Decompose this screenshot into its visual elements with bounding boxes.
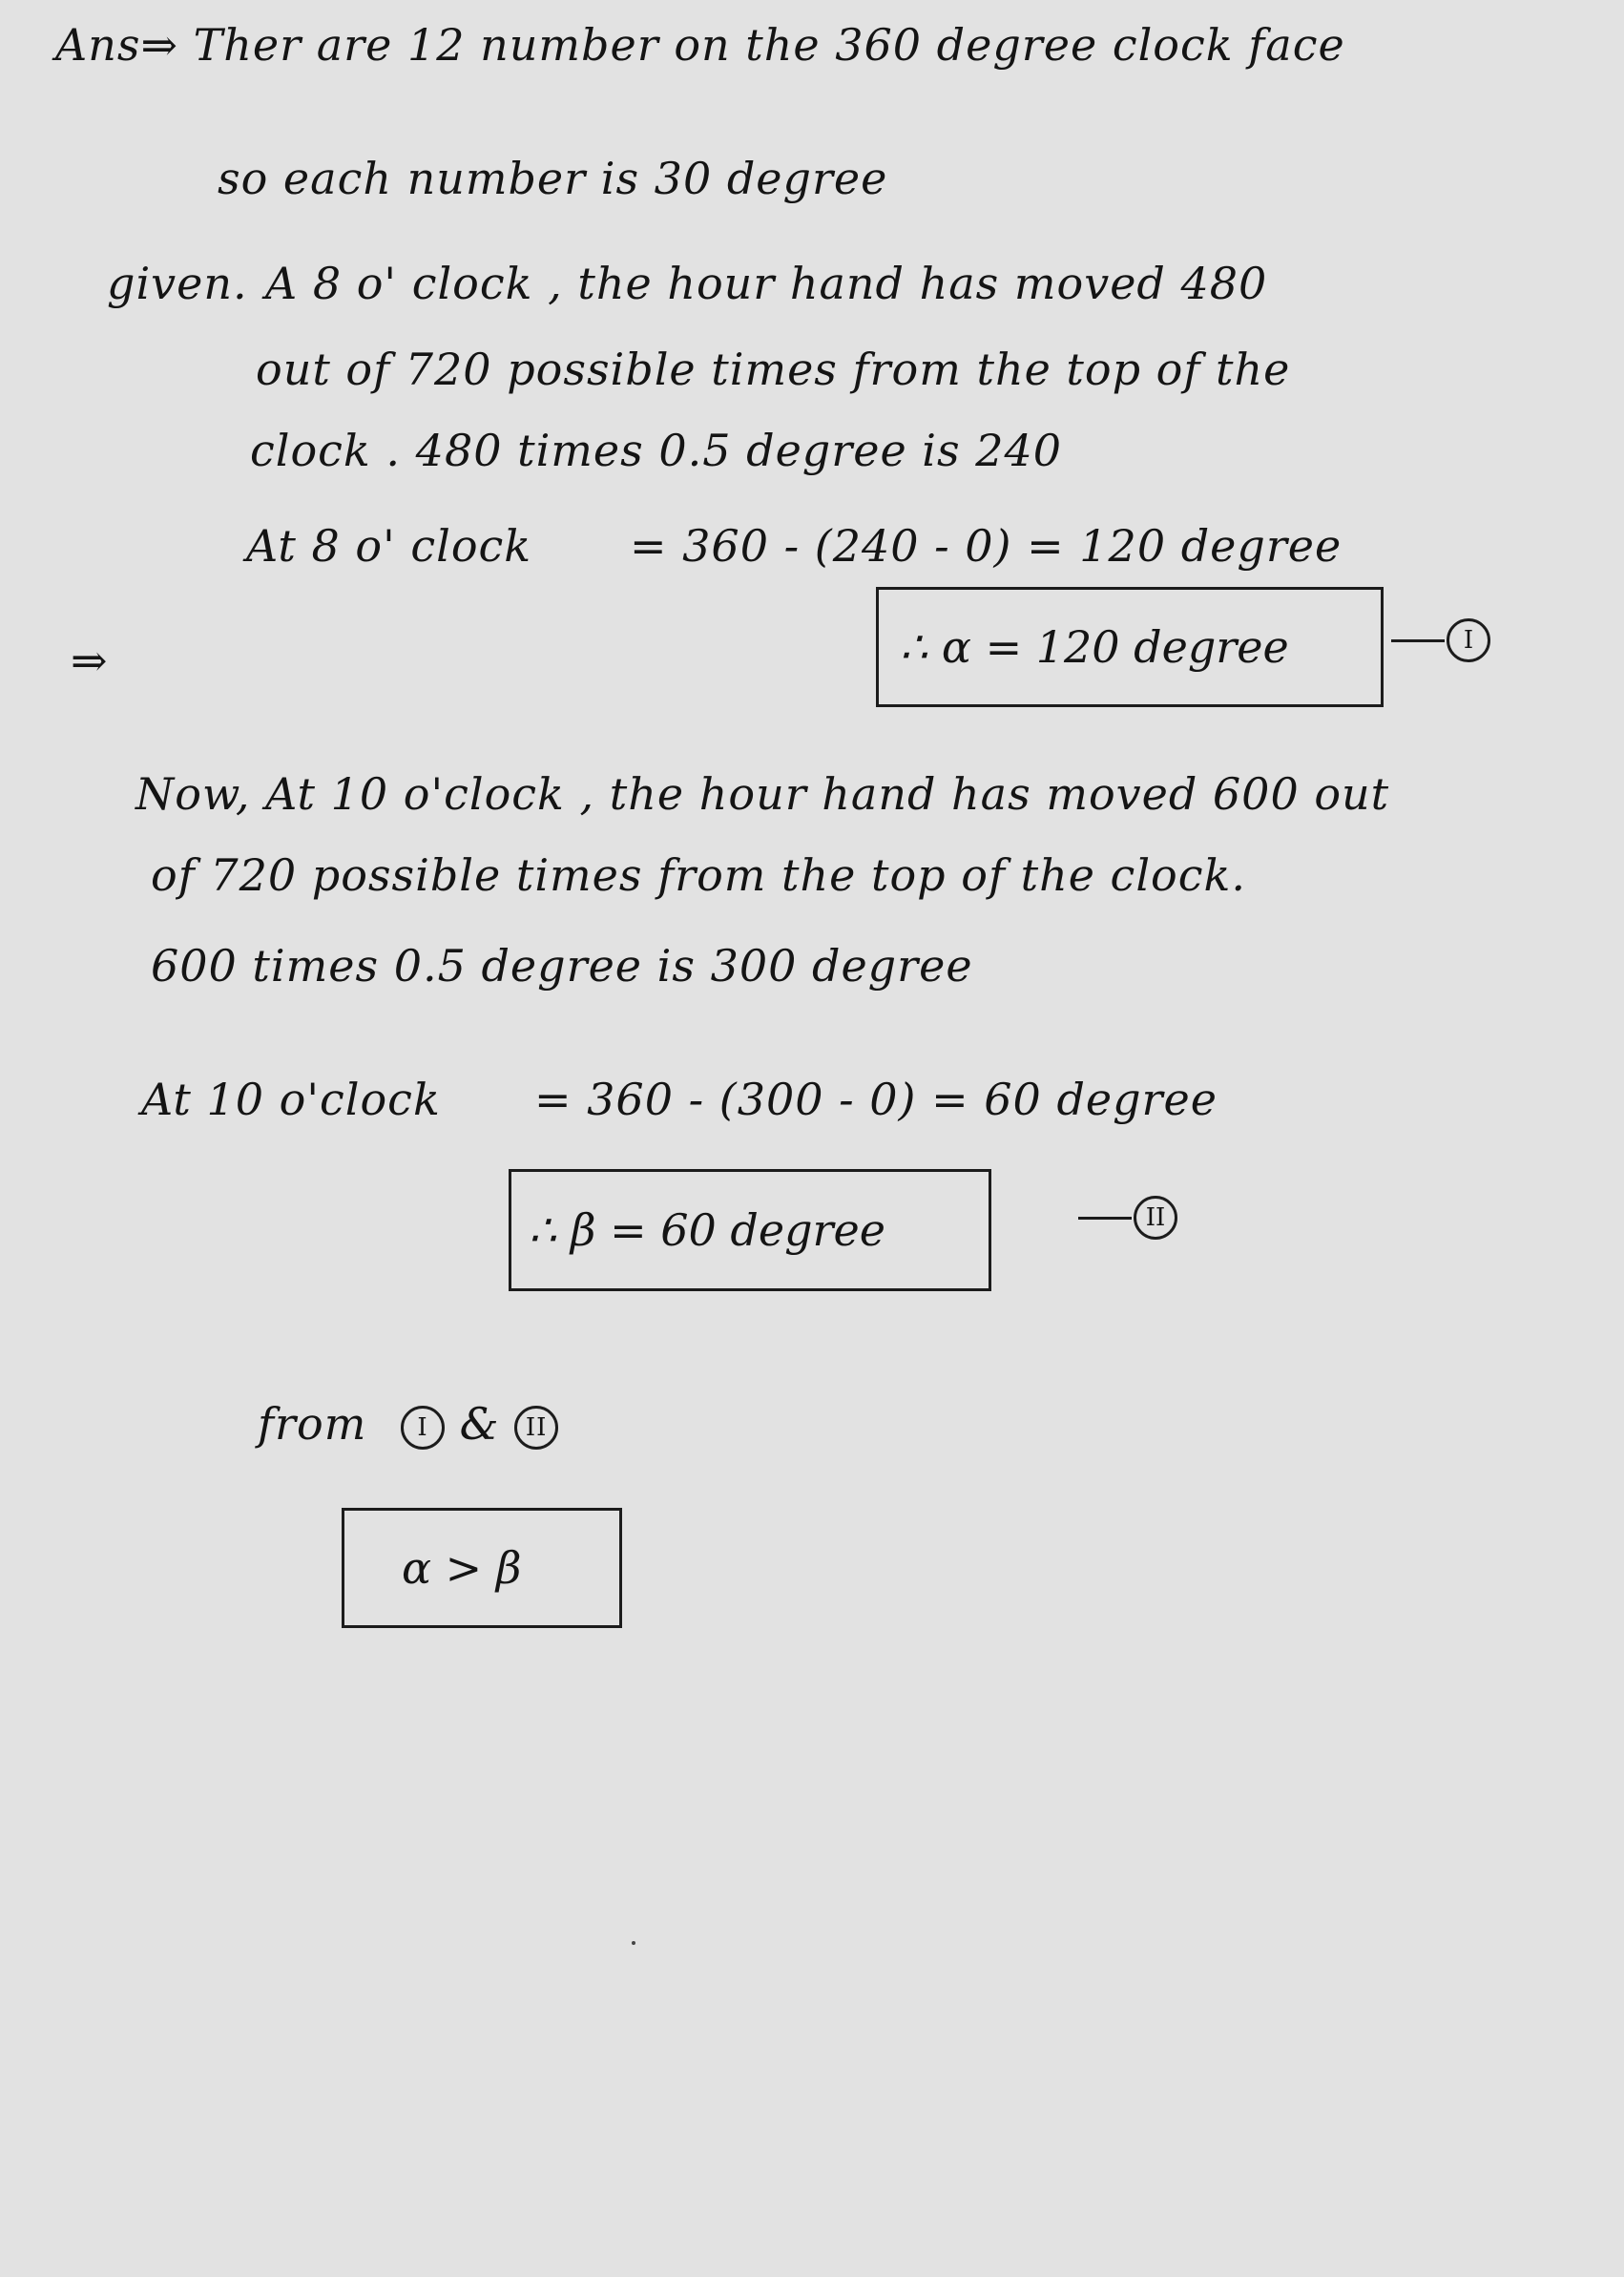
from-and: &	[459, 1398, 500, 1450]
beta-result-box	[509, 1169, 991, 1291]
answer-line-8-oclock-hand: A 8 o' clock , the hour hand has moved 480	[265, 258, 1268, 309]
from-label	[258, 1398, 558, 1450]
beta-result-text: ∴ β = 60 degree	[529, 1204, 885, 1256]
answer-line-degrees-per-number: so each number is 30 degree	[218, 153, 888, 204]
stray-pen-dot	[632, 1941, 635, 1945]
at-8-oclock-label: At 8 o' clock	[246, 520, 532, 572]
from-text: from	[258, 1398, 367, 1450]
from-reference-2: II	[514, 1406, 558, 1450]
marker-dash	[1391, 639, 1445, 642]
answer-line-10-oclock-hand: Now, At 10 o'clock , the hour hand has moved 600 out	[135, 768, 1390, 820]
equation-number-2: II	[1134, 1196, 1177, 1240]
at-10-oclock-label: At 10 o'clock	[141, 1074, 441, 1125]
implies-arrow: ⇒	[71, 635, 109, 686]
marker-dash	[1078, 1217, 1132, 1220]
from-reference-1: I	[401, 1406, 445, 1450]
equation-marker-1	[1391, 611, 1490, 662]
answer-line-720-possible: of 720 possible times from the top of the clock.	[151, 849, 1246, 901]
answer-line-possible-times: out of 720 possible times from the top of the	[256, 344, 1291, 395]
answer-line-clock-numbers: Ans⇒ Ther are 12 number on the 360 degree clock face	[55, 19, 1345, 71]
answer-line-600-times: 600 times 0.5 degree is 300 degree	[151, 940, 973, 992]
final-result-text: α > β	[402, 1542, 522, 1594]
beta-calculation: = 360 - (300 - 0) = 60 degree	[534, 1074, 1218, 1125]
alpha-result-text: ∴ α = 120 degree	[900, 621, 1289, 673]
equation-marker-2	[1078, 1188, 1177, 1240]
given-label: given.	[107, 258, 248, 309]
equation-number-1: I	[1447, 618, 1490, 662]
final-result-box	[342, 1508, 622, 1628]
answer-line-480-times: clock . 480 times 0.5 degree is 240	[250, 425, 1063, 476]
alpha-result-box	[876, 587, 1384, 707]
alpha-calculation: = 360 - (240 - 0) = 120 degree	[630, 520, 1343, 572]
